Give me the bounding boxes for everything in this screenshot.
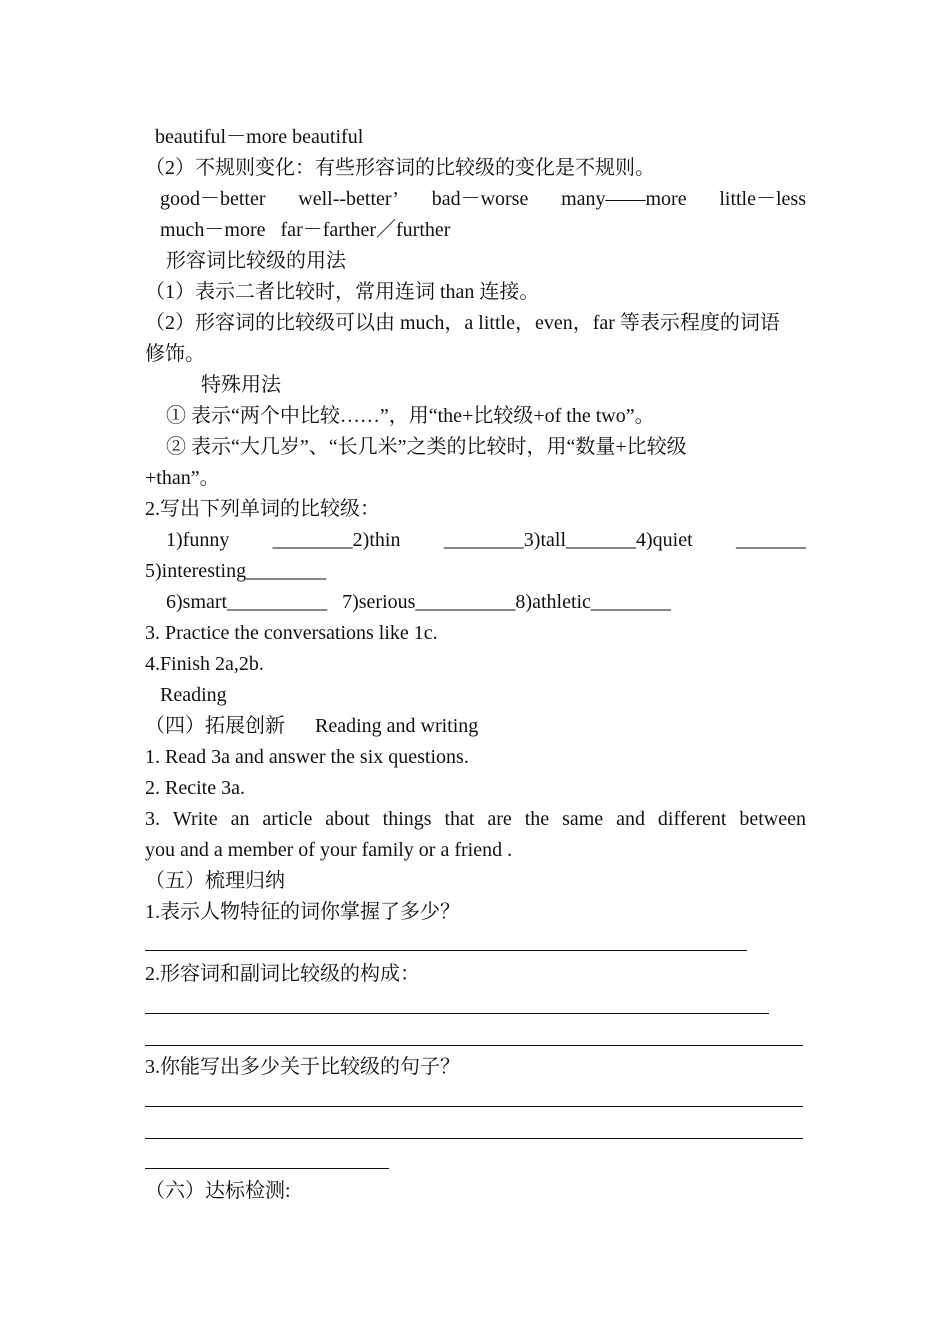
text-line: 1. Read 3a and answer the six questions. — [145, 746, 469, 768]
answer-line — [145, 1168, 389, 1169]
word: between — [739, 808, 806, 830]
text-line: （2）形容词的比较级可以由 much，a little，even，far 等表示程度的词语 — [145, 312, 780, 334]
word: 3. — [145, 808, 160, 830]
section-heading: （六）达标检测: — [145, 1180, 291, 1202]
text-segment: _______ — [736, 529, 806, 551]
section-heading: （四）拓展创新 Reading and writing — [145, 715, 479, 737]
section-heading: Reading — [160, 684, 227, 706]
text-line: beautiful－more beautiful — [155, 126, 364, 148]
word: that — [444, 808, 475, 830]
word: about — [325, 808, 370, 830]
word: the — [524, 808, 550, 830]
question-text: 1.表示人物特征的词你掌握了多少？ — [145, 901, 460, 923]
text-segment: good－better — [160, 188, 266, 210]
word: Write — [172, 808, 218, 830]
text-segment: 1)funny — [166, 529, 230, 551]
exercise-heading: 2.写出下列单词的比较级： — [145, 498, 380, 520]
word: and — [616, 808, 645, 830]
text-line: much－more far－farther／further — [160, 219, 451, 241]
word: an — [230, 808, 250, 830]
exercise-blanks-line — [166, 527, 806, 553]
section-heading: （五）梳理归纳 — [145, 870, 285, 892]
text-line: 3. Practice the conversations like 1c. — [145, 622, 438, 644]
text-segment: ________2)thin — [272, 529, 401, 551]
answer-line — [145, 1045, 803, 1046]
text-line: 2. Recite 3a. — [145, 777, 245, 799]
section-heading: 形容词比较级的用法 — [166, 250, 346, 272]
answer-line — [145, 1138, 803, 1139]
text-segment: bad－worse — [431, 188, 529, 210]
text-line: （1）表示二者比较时，常用连词 than 连接。 — [145, 281, 540, 303]
word: same — [562, 808, 604, 830]
text-line: （2）不规则变化：有些形容词的比较级的变化是不规则。 — [145, 157, 655, 179]
answer-line — [145, 950, 747, 951]
text-line: 6)smart__________ 7)serious__________8)athletic________ — [166, 591, 671, 613]
text-line: you and a member of your family or a friend . — [145, 839, 513, 861]
answer-line — [145, 1106, 803, 1107]
question-text: 2.形容词和副词比较级的构成： — [145, 963, 420, 985]
question-text: 3.你能写出多少关于比较级的句子？ — [145, 1056, 460, 1078]
text-segment: little－less — [719, 188, 806, 210]
text-line: +than”。 — [145, 467, 220, 489]
word: are — [487, 808, 512, 830]
text-segment: many——more — [561, 188, 687, 210]
text-line: ① 表示“两个中比较……”，用“the+比较级+of the two”。 — [166, 405, 655, 427]
text-line: 4.Finish 2a,2b. — [145, 653, 264, 675]
text-line: 5)interesting________ — [145, 560, 327, 582]
section-heading: 特殊用法 — [201, 374, 281, 396]
text-line: ② 表示“大几岁”、“长几米”之类的比较时，用“数量+比较级 — [166, 436, 687, 458]
word: different — [657, 808, 727, 830]
irregular-comparatives-line — [160, 186, 806, 212]
justified-text-line — [145, 806, 806, 832]
word: article — [262, 808, 313, 830]
answer-line — [145, 1013, 769, 1014]
text-segment: well--better’ — [298, 188, 399, 210]
text-line: 修饰。 — [145, 343, 205, 365]
text-segment: ________3)tall_______4)quiet — [443, 529, 693, 551]
word: things — [382, 808, 432, 830]
